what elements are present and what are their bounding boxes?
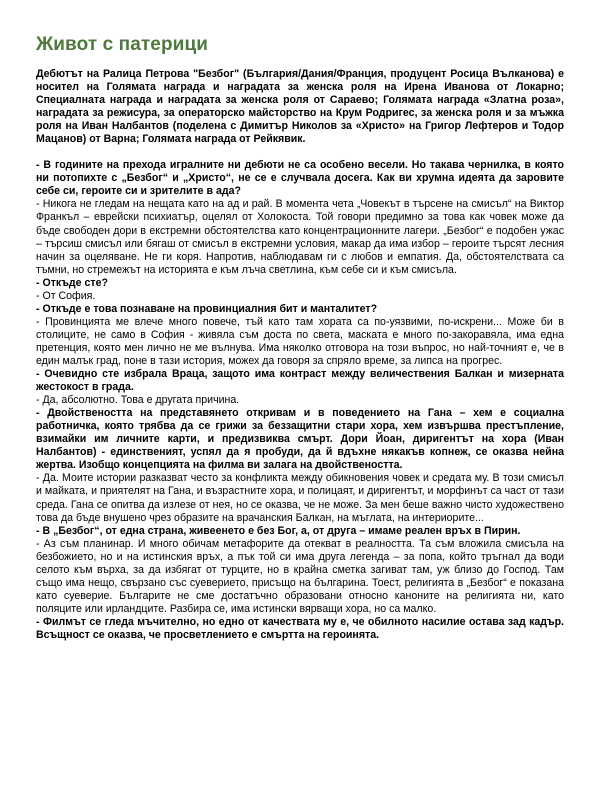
- answer-paragraph: - Аз съм планинар. И много обичам метафорите да отекват в реалността. Та съм вложила смисъла на безбожието, но и на истинския връх, а пък той си има друга легенда – за попа, който тръгнал да води селото към върха, за да избягат от турците, но в крайна сметка загиват там, уж близо до Господ. Там също има нещо, свързано със суеверието, присъщо на българина. Тоест, религията в „Безбог“ е показана като суеверие. Българите не сме достатъчно образовани относно каноните на религията ни, като поляците или ирландците. Разбира се, има истински вярващи хора, но са малко.: [36, 537, 564, 615]
- answer-paragraph: - Никога не гледам на нещата като на ад и рай. В момента чета „Човекът в търсене на смисъл“ на Виктор Франкъл – еврейски психиатър, оцелял от Холокоста. Той говори предимно за това как човек може да бъде свободен дори в екстремни обстоятелства като концентрационните лагери. „Безбог“ е подобен ужас – търсиш смисъл или бягаш от смисъл в екстремни условия, макар да има избор – героите търсят лесния начин за оцеляване. Не ги коря. Напротив, наблюдавам ги с любов и емпатия. Да, обстоятелствата са тъмни, но стремежът на историята е към лъча светлина, към себе си и към смисъла.: [36, 198, 564, 276]
- answer-paragraph: - От София.: [36, 289, 96, 302]
- answer-paragraph: - Да, абсолютно. Това е другата причина.: [36, 394, 240, 407]
- question-paragraph: - Откъде е това познаване на провинциалния бит и манталитет?: [36, 302, 378, 315]
- answer-paragraph: - Да. Моите истории разказват често за конфликта между обикновения човек и средата му. В този смисъл и майката, и приятелят на Гана, и възрастните хора, и полицаят, и диригентът, и морфинът са част от тази среда. Гана се опитва да излезе от нея, но се оказва, че не може. За мен беше важно чисто художествено това да бъде внушено чрез образите на врачанския Балкан, на мъглата, на интериорите...: [36, 472, 564, 524]
- question-paragraph: - Двойствеността на представянето откривам и в поведението на Гана – хем е социална работничка, която трябва да се грижи за беззащитни стари хора, хем извършва престъпление, взимайки им личните карти, и предизвиква смърт. Дори Йоан, диригентът на хора (Иван Налбантов) - единственият, успял да я пробуди, да й вдъхне някакъв копнеж, се оказва нейна жертва. Изобщо концепцията на филма ви залага на двойствеността.: [36, 407, 564, 472]
- article-title: Живот с патерици: [36, 34, 209, 55]
- article-lead: Дебютът на Ралица Петрова "Безбог" (България/Дания/Франция, продуцент Росица Вълканова) е носител на Голямата награда и наградата за женска роля на Ирена Иванова от Локарно; Специалната награда и наградата за женска роля от Сараево; Голямата награда «Златна роза», наградата за режисура, за операторско майсторство на Крум Родригес, за женска роля и за мъжка роля на Иван Налбантов (поделена с Димитър Николов за «Христо» на Григор Лефтеров и Тодор Мацанов) от Варна; Голямата награда от Рейкявик.: [36, 68, 564, 146]
- question-paragraph: - В „Безбог“, от една страна, живеенето е без Бог, а, от друга – имаме реален връх в Пирин.: [36, 524, 521, 537]
- article-body: [36, 68, 564, 642]
- question-paragraph: - В годините на прехода игралните ни дебюти не са особено весели. Но такава чернилка, в която ни потопихте с „Безбог“ и „Христо“, не се е случвала досега. Как ви хрумна идеята да заровите себе си, героите си и зрителите в ада?: [36, 159, 564, 198]
- answer-paragraph: - Провинцията ме влече много повече, тъй като там хората са по-уязвими, по-искрени... Може би в столиците, не само в София - живяла съм доста по света, маската е много по-закоравяла, има една претенция, която мен лично не ме вълнува. Има няколко отговора на този въпрос, но най-точният е, че в един малък град, поне в тази история, можех да говоря за спряло време, за липса на прогрес.: [36, 315, 564, 367]
- question-paragraph: - Очевидно сте избрала Враца, защото има контраст между величествения Балкан и мизерната жестокост в града.: [36, 368, 564, 394]
- question-paragraph: - Откъде сте?: [36, 276, 108, 289]
- question-paragraph: - Филмът се гледа мъчително, но едно от качествата му е, че обилното насилие остава зад кадър. Всъщност се оказва, че просветлението е смъртта на героинята.: [36, 615, 564, 641]
